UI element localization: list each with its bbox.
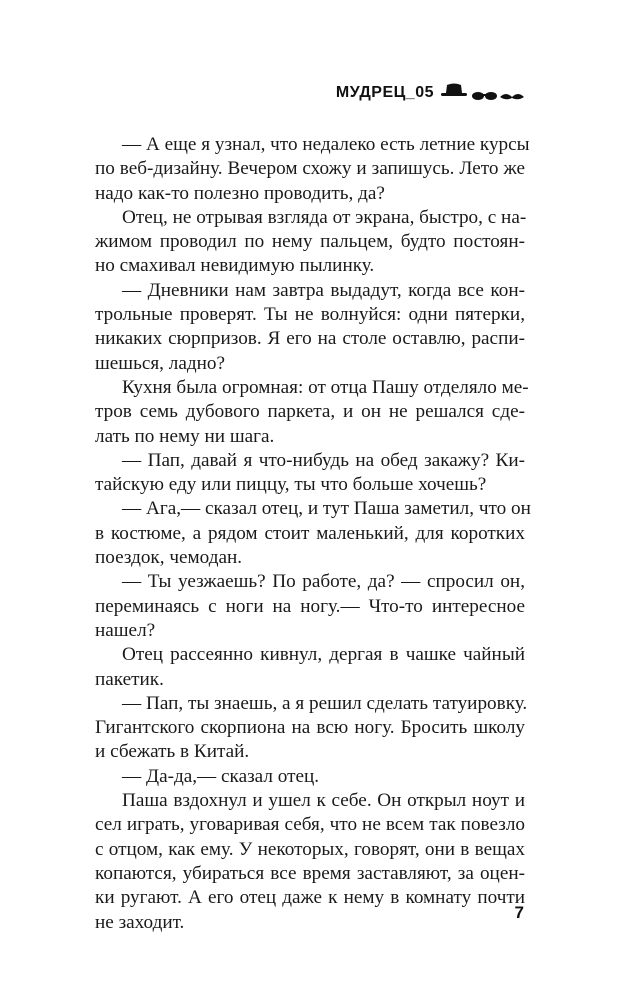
text-line: Кухня была огромная: от отца Пашу отделяло ме- [122, 376, 529, 398]
text-line: Гигантского скорпиона на всю ногу. Бросить школу [95, 717, 525, 739]
paragraph [95, 765, 525, 789]
text-line: Паша вздохнул и ушел к себе. Он открыл ноут и [122, 790, 525, 812]
text-line: тайскую еду или пиццу, ты что больше хочешь? [95, 474, 487, 496]
text-line: с отцом, как ему. У некоторых, говорят, они в вещах [95, 838, 525, 860]
text-line: в костюме, а рядом стоит маленький, для коротких [95, 522, 525, 544]
text-line: ки ругают. А его отец даже к нему в комнату почти [95, 887, 525, 909]
paragraph [95, 449, 525, 498]
paragraph [95, 206, 525, 279]
text-line: лать по нему ни шага. [95, 425, 275, 447]
paragraph [95, 570, 525, 643]
text-line: надо как-то полезно проводить, да? [95, 182, 385, 204]
text-line: шешься, ладно? [95, 352, 225, 374]
text-line: — Ты уезжаешь? По работе, да? — спросил он, [122, 571, 525, 593]
page-number: 7 [514, 903, 524, 922]
text-line: — Ага,— сказал отец, и тут Паша заметил, что он [122, 498, 531, 520]
paragraph [95, 497, 531, 570]
text-line: — Пап, давай я что-нибудь на обед закажу? Ки- [122, 449, 525, 471]
paragraph [95, 692, 528, 765]
text-line: никаких сюрпризов. Я его на столе оставлю, распи- [95, 328, 525, 350]
text-line: — Пап, ты знаешь, а я решил сделать татуировку. [122, 692, 528, 714]
paragraph [95, 279, 525, 376]
text-line: — Да-да,— сказал отец. [122, 765, 320, 787]
paragraph [95, 643, 525, 692]
text-line: и сбежать в Китай. [95, 741, 250, 763]
text-line: пакетик. [95, 668, 164, 690]
text-line: нашел? [95, 619, 156, 641]
text-line: поездок, чемодан. [95, 547, 243, 569]
text-line: трольные проверят. Ты не волнуйся: одни пятерки, [95, 304, 525, 326]
text-line: Отец рассеянно кивнул, дергая в чашке чайный [122, 644, 525, 666]
text-line: по веб-дизайну. Вечером схожу и запишусь. Лето же [95, 158, 525, 180]
paragraph [95, 376, 529, 449]
body-text [95, 133, 531, 935]
running-head [336, 82, 524, 104]
text-line: переминаясь с ноги на ногу.— Что-то интересное [95, 595, 525, 617]
hat-glasses-mustache-icon [440, 82, 524, 104]
text-line: не заходит. [95, 911, 185, 933]
text-line: Отец, не отрывая взгляда от экрана, быстро, с на- [122, 206, 527, 228]
paragraph [95, 789, 525, 935]
paragraph [95, 133, 530, 206]
text-line: но смахивал невидимую пылинку. [95, 255, 375, 277]
text-line: тров семь дубового паркета, и он не решался сде- [95, 401, 525, 423]
running-title: МУДРЕЦ_05 [335, 84, 434, 101]
text-line: сел играть, уговаривая себя, что не всем так повезло [95, 814, 525, 836]
text-line: — А еще я узнал, что недалеко есть летние курсы [122, 134, 530, 155]
text-line: жимом проводил по нему пальцем, будто постоян- [95, 231, 525, 253]
text-line: — Дневники нам завтра выдадут, когда все кон- [122, 279, 525, 301]
text-line: копаются, убираться все время заставляют, за оцен- [95, 862, 525, 884]
